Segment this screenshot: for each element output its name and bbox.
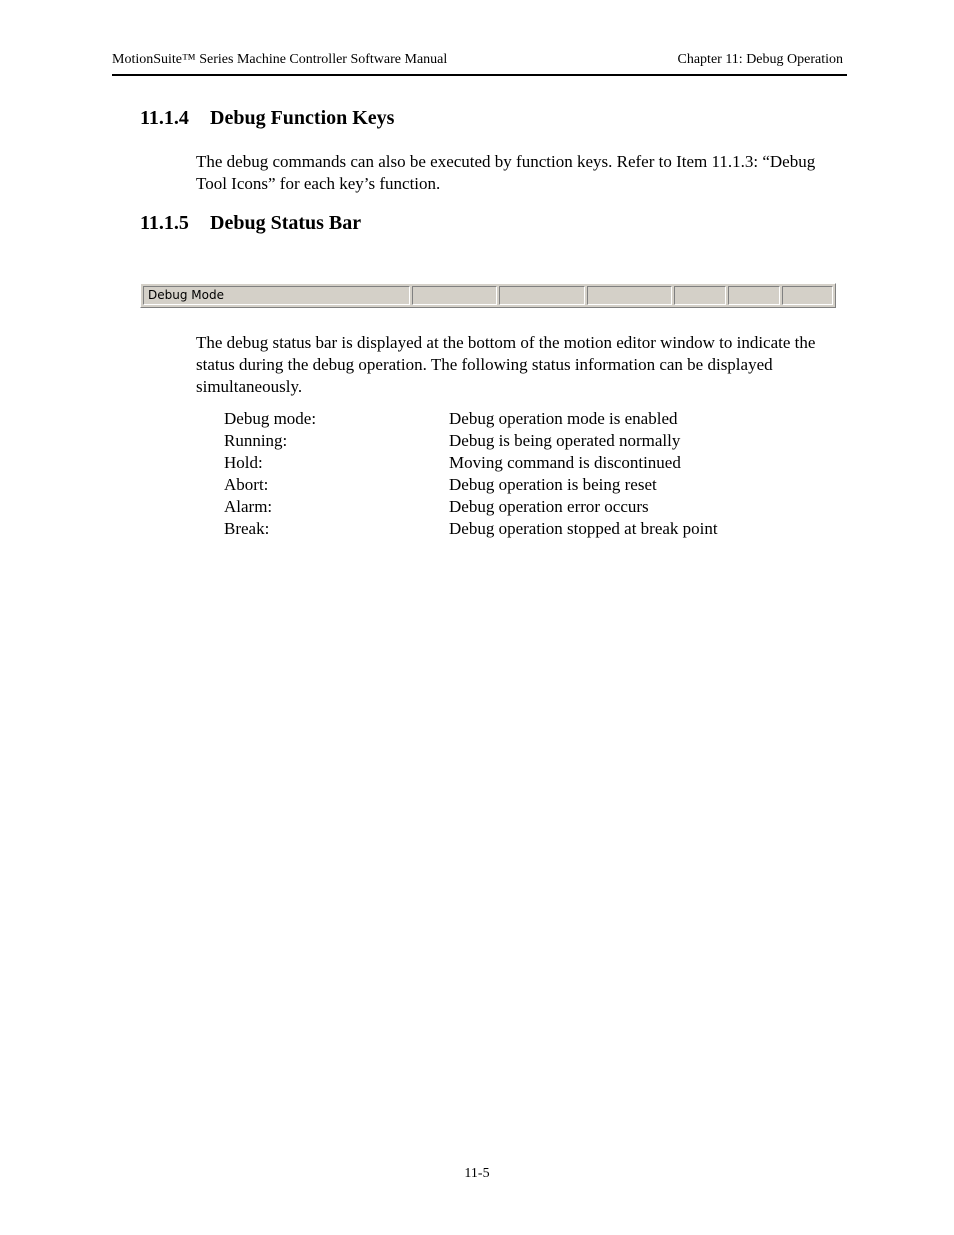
header-rule: [112, 74, 847, 76]
list-item: [224, 474, 718, 496]
page-number: 11-5: [464, 1166, 490, 1181]
section-heading-function-keys: [140, 107, 394, 130]
status-description: Debug operation mode is enabled: [449, 409, 678, 428]
status-term: Running:: [224, 431, 288, 450]
status-pane: [587, 286, 673, 305]
status-term: Break:: [224, 519, 270, 538]
section-number: 11.1.4: [140, 107, 189, 129]
status-description: Debug operation error occurs: [449, 497, 649, 516]
debug-status-bar: [140, 283, 836, 308]
status-pane: [412, 286, 497, 305]
status-term: Debug mode:: [224, 409, 317, 428]
list-item: [224, 430, 718, 452]
status-pane-debug-mode: Debug Mode: [143, 286, 410, 305]
status-term: Alarm:: [224, 497, 273, 516]
function-keys-paragraph: The debug commands can also be executed by function keys. Refer to Item 11.1.3: “Debug Tool Icons” for each key’s function.: [196, 152, 816, 193]
status-term: Hold:: [224, 453, 263, 472]
section-number: 11.1.5: [140, 212, 189, 234]
header-manual-title: MotionSuite™ Series Machine Controller Software Manual: [112, 52, 448, 67]
section-title: Debug Function Keys: [210, 107, 395, 129]
status-pane: [499, 286, 585, 305]
list-item: [224, 452, 718, 474]
status-definition-list: [224, 408, 718, 540]
list-item: [224, 496, 718, 518]
status-description: Moving command is discontinued: [449, 453, 681, 472]
section-title: Debug Status Bar: [210, 212, 362, 234]
status-description: Debug operation stopped at break point: [449, 519, 718, 538]
list-item: [224, 408, 718, 430]
section-heading-status-bar: [140, 212, 361, 235]
status-description: Debug operation is being reset: [449, 475, 657, 494]
status-term: Abort:: [224, 475, 269, 494]
status-pane: [674, 286, 726, 305]
status-description: Debug is being operated normally: [449, 431, 681, 450]
page-header: [112, 52, 847, 74]
list-item: [224, 518, 718, 540]
status-bar-paragraph: The debug status bar is displayed at the bottom of the motion editor window to indicate the status during the debug operation. The following status information can be displayed simultaneously.: [196, 333, 816, 396]
header-chapter: Chapter 11: Debug Operation: [677, 52, 843, 67]
status-pane: [728, 286, 780, 305]
status-pane: [782, 286, 833, 305]
